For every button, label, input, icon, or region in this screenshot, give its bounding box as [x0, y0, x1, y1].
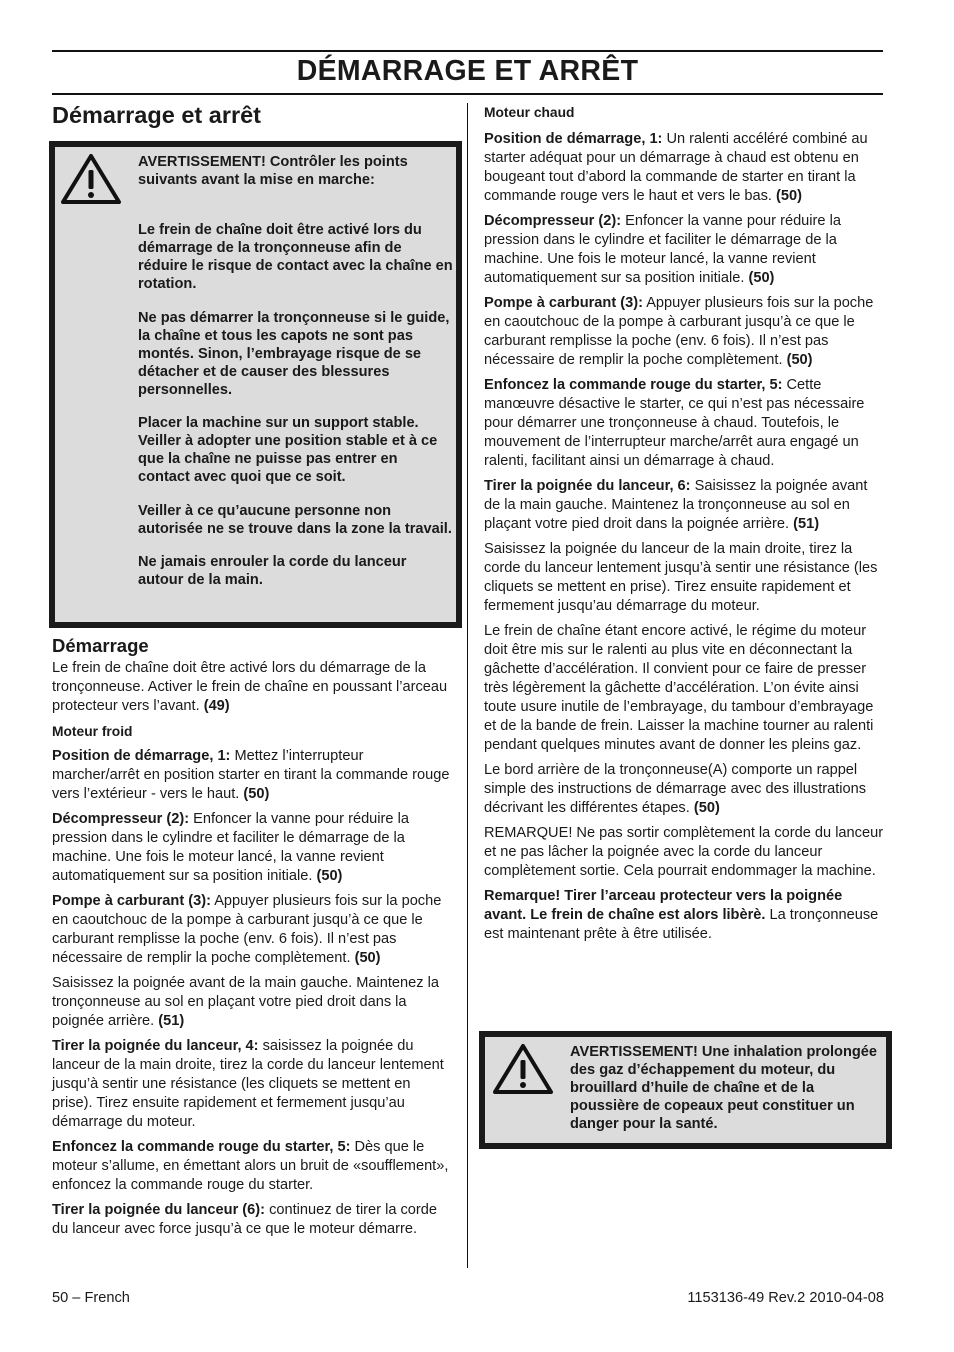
warm-engine-title: Moteur chaud [484, 105, 575, 120]
warning-paragraph: Ne jamais enrouler la corde du lanceur autour de la main. [138, 554, 407, 588]
warning-box-inner [485, 1037, 886, 1143]
paragraph: Position de démarrage, 1: Mettez l’interrupteur marcher/arrêt en position starter en tirant la commande rouge vers l’extérieur - vers le haut. (50) [52, 748, 450, 802]
paragraph: Le frein de chaîne doit être activé lors du démarrage de la tronçonneuse. Activer le frein de chaîne en poussant l’arceau protecteur vers l’avant. (49) [52, 660, 448, 714]
paragraph: Tirer la poignée du lanceur, 4: saisissez la poignée du lanceur de la main droite, tirez la corde du lanceur lentement jusqu’à sentir une résistance (les cliquets se mettent en prise). Tirez ensuite rapidement et fermement jusqu’au démarrage du moteur. [52, 1038, 444, 1130]
warning-text-list [138, 153, 453, 589]
column-divider [467, 103, 468, 1268]
paragraph: Saisissez la poignée du lanceur de la main droite, tirez la corde du lanceur lentement jusqu’à sentir une résistance (les cliquets se mettent en prise). Tirez ensuite rapidement et fermement jusqu’au démarrage du moteur. [484, 541, 878, 614]
cold-engine-title: Moteur froid [52, 724, 133, 739]
footer-doc-id: 1153136-49 Rev.2 2010-04-08 [687, 1290, 884, 1306]
left-column [52, 636, 452, 1245]
warning-triangle-icon [60, 153, 122, 205]
warning-paragraph: Ne pas démarrer la tronçonneuse si le guide, la chaîne et tous les capots ne sont pas montés. Sinon, l’embrayage risque de se détacher et de causer des blessures personnelles. [138, 309, 450, 398]
paragraph: Pompe à carburant (3): Appuyer plusieurs fois sur la poche en caoutchouc de la pompe à carburant jusqu’à ce que le carburant remplisse la poche (env. 6 fois). Il n’est pas nécessaire de remplir la poche complètement. (50) [484, 295, 874, 368]
warning-box-start [49, 141, 462, 628]
paragraph: Tirer la poignée du lanceur (6): continuez de tirer la corde du lanceur avec force jusqu’à ce que le moteur démarre. [52, 1202, 437, 1237]
warning-paragraph: Le frein de chaîne doit être activé lors du démarrage de la tronçonneuse afin de réduire le risque de contact avec la chaîne en rotation. [138, 222, 453, 292]
paragraph: Saisissez la poignée avant de la main gauche. Maintenez la tronçonneuse au sol en plaçant votre pied droit dans la poignée arrière. (51) [52, 975, 439, 1029]
section-title: Démarrage et arrêt [52, 102, 261, 128]
paragraph: Position de démarrage, 1: Un ralenti accéléré combiné au starter adéquat pour un démarrage à chaud est obtenu en bougeant tout d’abord la commande de starter en tirant la commande rouge vers le haut et vers le bas. (50) [484, 131, 868, 204]
warning-text: AVERTISSEMENT! Une inhalation prolongée des gaz d’échappement du moteur, du brouillard d’huile de chaîne et de la poussière de copeaux peut constituer un danger pour la santé. [570, 1044, 878, 1132]
paragraph: Décompresseur (2): Enfoncer la vanne pour réduire la pression dans le cylindre et faciliter le démarrage de la machine. Une fois le moteur lancé, la vanne revient automatiquement sur sa position initiale. (50) [484, 213, 841, 286]
paragraph: Pompe à carburant (3): Appuyer plusieurs fois sur la poche en caoutchouc de la pompe à carburant jusqu’à ce que le carburant remplisse la poche (env. 6 fois). Il n’est pas nécessaire de remplir la poche complètement. (50) [52, 893, 442, 966]
footer-page-number: 50 – French [52, 1290, 130, 1306]
warning-paragraph: AVERTISSEMENT! Contrôler les points suivants avant la mise en marche: [138, 154, 408, 188]
page-title: DÉMARRAGE ET ARRÊT [296, 55, 639, 87]
warning-paragraph: Veiller à ce qu’aucune personne non autorisée ne se trouve dans la zone la travail. [138, 502, 452, 537]
paragraph: Enfoncez la commande rouge du starter, 5: Dès que le moteur s’allume, en émettant alors un bruit de «soufflement», enfoncez la commande rouge du starter. [52, 1139, 449, 1193]
warning-box-inner [55, 147, 456, 622]
warning-box-exhaust [479, 1031, 892, 1149]
paragraph: Le frein de chaîne étant encore activé, le régime du moteur doit être mis sur le ralenti au plus vite en déconnectant la gâchette d’accélération. Il convient pour ce faire de presser très légèrement la gâchette d’accélération. L’on évite ainsi toute usure inutile de l’embrayage, du tambour d’embrayage et de la bande de frein. Laisser la machine tourner au ralenti pendant quelques minutes avant de donner les pleins gaz. [484, 623, 874, 753]
warning-triangle-icon [492, 1043, 554, 1095]
paragraph: Remarque! Tirer l’arceau protecteur vers la poignée avant. Le frein de chaîne est alors libèrè. La tronçonneuse est maintenant prête à être utilisée. [484, 888, 879, 942]
warning-paragraph: Placer la machine sur un support stable. Veiller à adopter une position stable et à ce que la chaîne ne puisse pas entrer en contact avec quoi que ce soit. [138, 415, 438, 485]
title-underline [52, 93, 883, 95]
paragraph: Décompresseur (2): Enfoncer la vanne pour réduire la pression dans le cylindre et faciliter le démarrage de la machine. Une fois le moteur lancé, la vanne revient automatiquement sur sa position initiale. (50) [52, 811, 409, 884]
paragraph: REMARQUE! Ne pas sortir complètement la corde du lanceur et ne pas lâcher la poignée avec la corde du lanceur complètement sortie. Cela pourrait endommager la machine. [484, 825, 884, 879]
subsection-title: Démarrage [52, 635, 149, 656]
paragraph: Tirer la poignée du lanceur, 6: Saisissez la poignée avant de la main gauche. Maintenez la tronçonneuse au sol en plaçant votre pied droit dans la poignée arrière. (51) [484, 478, 868, 532]
top-rule [52, 50, 883, 52]
paragraph: Enfoncez la commande rouge du starter, 5: Cette manœuvre désactive le starter, ce qui n’est pas nécessaire pour démarrer une tronçonneuse à chaud. Toutefois, le mouvement de l’interrupteur marche/arrêt aura engagé un ralenti, facilitant ainsi un démarrage à chaud. [484, 377, 865, 469]
right-column [484, 103, 884, 950]
paragraph: Le bord arrière de la tronçonneuse(A) comporte un rappel simple des instructions de démarrage avec des illustrations décrivant les différentes étapes. (50) [484, 762, 867, 816]
